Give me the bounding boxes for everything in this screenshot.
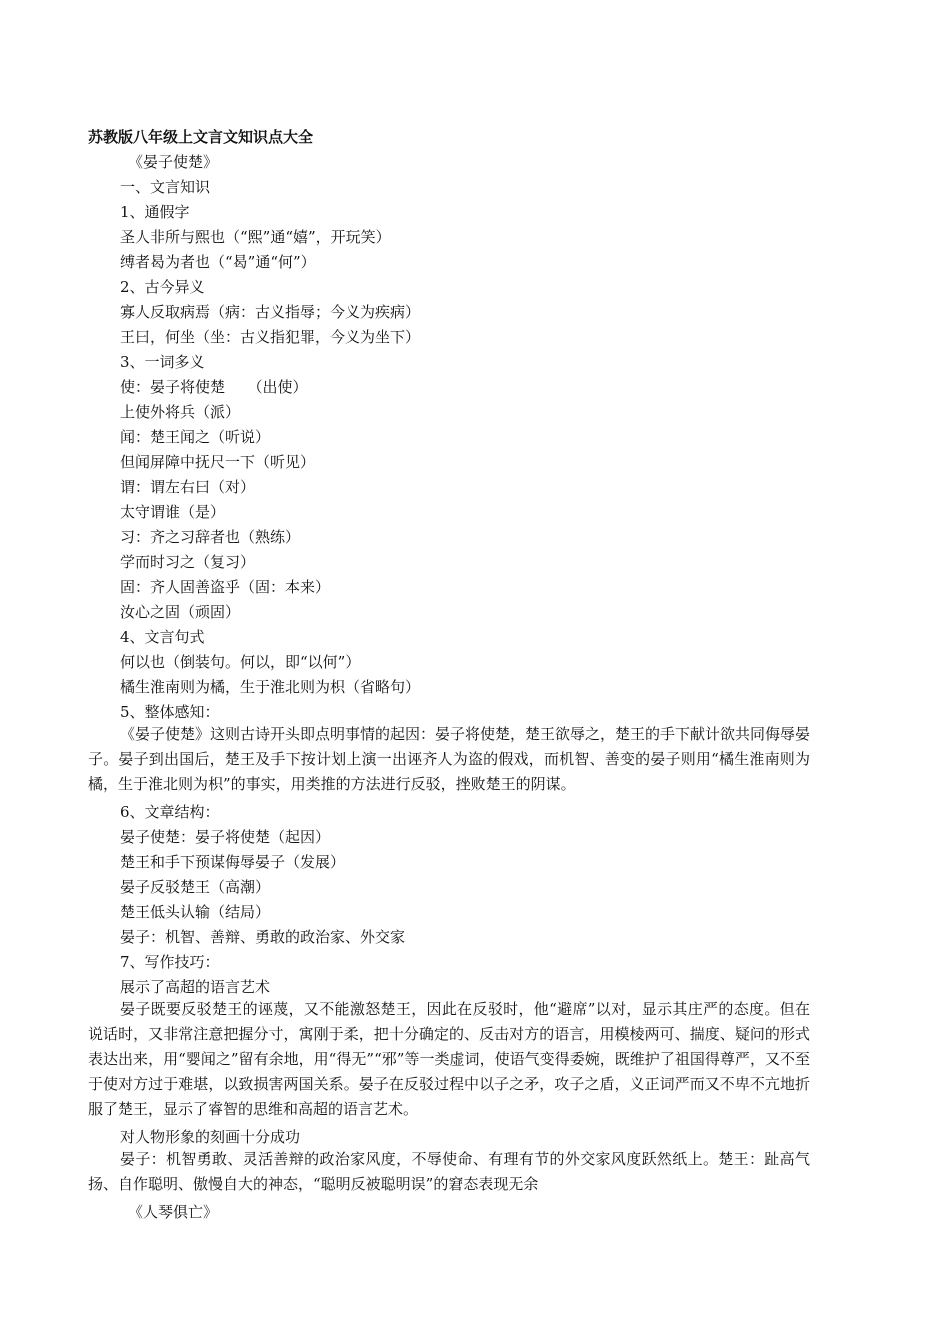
text-line: 晏子反驳楚王（高潮） <box>120 878 271 896</box>
text-line: 7、写作技巧： <box>120 953 220 971</box>
text-line: 2、古今异义 <box>120 278 205 296</box>
text-line: 太守谓谁（是） <box>120 503 226 521</box>
text-line: 1、通假字 <box>120 203 190 221</box>
text-line: 4、文言句式 <box>120 628 205 646</box>
character-paragraph: 晏子：机智勇敢、灵活善辩的政治家风度，不辱使命、有理有节的外交家风度跃然纸上。楚王：趾高气扬、自作聪明、傲慢自大的神态，“聪明反被聪明误”的窘态表现无余 <box>88 1150 810 1193</box>
section-title: 《晏子使楚》 <box>128 153 219 171</box>
text-line: 固：齐人固善盗乎（固：本来） <box>120 578 331 596</box>
text-line: 橘生淮南则为橘，生于淮北则为枳（省略句） <box>120 678 421 696</box>
text-line: 晏子：机智、善辩、勇敢的政治家、外交家 <box>120 928 406 946</box>
section-title: 《人琴俱亡》 <box>128 1203 219 1221</box>
document-title: 苏教版八年级上文言文知识点大全 <box>88 128 314 146</box>
text-line: 楚王低头认输（结局） <box>120 903 271 921</box>
summary-paragraph: 《晏子使楚》这则古诗开头即点明事情的起因：晏子将使楚，楚王欲辱之，楚王的手下献计欲共同侮辱晏子。晏子到出国后，楚王及手下按计划上演一出诬齐人为盗的假戏，而机智、善变的晏子则用“橘生淮南则为橘，生于淮北则为枳”的事实，用类推的方法进行反驳，挫败楚王的阴谋。 <box>88 725 811 793</box>
text-line: 上使外将兵（派） <box>120 403 241 421</box>
text-line: 缚者曷为者也（“曷”通“何”） <box>120 253 316 271</box>
text-line: 楚王和手下预谋侮辱晏子（发展） <box>120 853 346 871</box>
text-line: 6、文章结构： <box>120 803 220 821</box>
text-line: 习：齐之习辞者也（熟练） <box>120 528 301 546</box>
text-line: 但闻屏障中抚尺一下（听见） <box>120 453 316 471</box>
language-art-paragraph: 晏子既要反驳楚王的诬蔑，又不能激怒楚王，因此在反驳时，他“避席”以对，显示其庄严的态度。但在说话时，又非常注意把握分寸，寓刚于柔，把十分确定的、反击对方的语言，用模棱两可、揣度、疑问的形式表达出来，用“婴闻之”留有余地，用“得无”“邪”等一类虚词，使语气变得委婉，既维护了祖国得尊严，又不至于使对方过于难堪，以致损害两国关系。晏子在反驳过程中以子之矛，攻子之盾，义正词严而又不卑不亢地折服了楚王，显示了睿智的思维和高超的语言艺术。 <box>88 1000 810 1118</box>
text-line: 一、文言知识 <box>120 178 211 196</box>
text-line: 3、一词多义 <box>120 353 205 371</box>
text-line: 展示了高超的语言艺术 <box>120 978 271 996</box>
text-line: 王曰，何坐（坐：古义指犯罪，今义为坐下） <box>120 328 421 346</box>
text-line: 寡人反取病焉（病：古义指辱；今义为疾病） <box>120 303 421 321</box>
text-line: 何以也（倒装句。何以，即“以何”） <box>120 653 361 671</box>
text-line: 汝心之固（顽固） <box>120 603 241 621</box>
text-line: 5、整体感知： <box>120 703 220 721</box>
text-line: 学而时习之（复习） <box>120 553 256 571</box>
text-line: 圣人非所与熙也（“熙”通“嬉”，开玩笑） <box>120 228 391 246</box>
text-line: 谓：谓左右曰（对） <box>120 478 256 496</box>
text-line: 晏子使楚：晏子将使楚（起因） <box>120 828 331 846</box>
text-line: 使：晏子将使楚 （出使） <box>120 378 308 396</box>
text-line: 闻：楚王闻之（听说） <box>120 428 271 446</box>
text-line: 对人物形象的刻画十分成功 <box>120 1128 301 1146</box>
